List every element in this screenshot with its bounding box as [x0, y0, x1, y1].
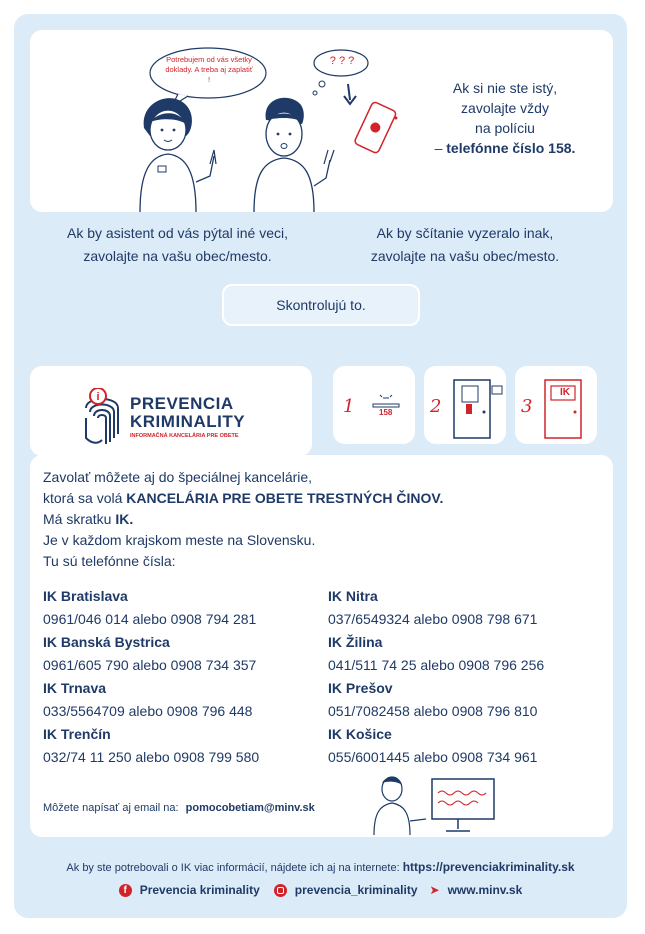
police-line-4	[420, 138, 590, 158]
left-note	[40, 223, 315, 266]
office-phone: 055/6001445 alebo 0908 734 961	[328, 749, 538, 765]
left-note-line-2: zavolajte na vašu obec/mesto.	[83, 248, 272, 264]
instagram-link[interactable]: prevencia_kriminality	[294, 883, 418, 897]
office-phone: 033/5564709 alebo 0908 796 448	[43, 703, 253, 719]
office-phone: 041/511 74 25 alebo 0908 796 256	[328, 657, 545, 673]
minv-link[interactable]: www.minv.sk	[447, 883, 523, 897]
instagram-icon	[274, 884, 287, 897]
step-card-1	[333, 366, 415, 444]
intro-line-4: Je v každom krajskom meste na Slovensku.	[43, 532, 316, 548]
cursor-icon: ➤	[429, 883, 440, 897]
logo-card	[30, 366, 312, 456]
question-marks: ? ? ?	[329, 55, 355, 67]
facebook-link[interactable]: Prevencia kriminality	[139, 883, 260, 897]
footer-info	[14, 860, 627, 874]
office-phone: 0961/605 790 alebo 0908 734 357	[43, 657, 257, 673]
office-name: IK Nitra	[328, 588, 378, 604]
office-name: IK Košice	[328, 726, 392, 742]
office-phone: 051/7082458 alebo 0908 796 810	[328, 703, 538, 719]
right-note	[330, 223, 600, 266]
office-item	[43, 677, 323, 723]
logo-subtitle: INFORMAČNÁ KANCELÁRIA PRE OBETE	[130, 433, 239, 439]
check-label: Skontrolujú to.	[222, 284, 420, 326]
office-name: IK Trnava	[43, 680, 107, 696]
office-item	[43, 585, 323, 631]
top-card	[30, 30, 613, 212]
intro-line-3	[43, 509, 603, 530]
office-name: IK Banská Bystrica	[43, 634, 170, 650]
step-card-3	[515, 366, 597, 444]
speech-bubble-text: Potrebujem od vás všetky doklady. A treba aj zaplatiť !	[165, 55, 253, 84]
office-name: IK Bratislava	[43, 588, 128, 604]
police-advice	[420, 78, 590, 158]
fingerprint-logo-icon	[80, 388, 124, 446]
intro-text	[43, 467, 603, 572]
step-number-3: 3	[521, 396, 533, 417]
office-name: IK Prešov	[328, 680, 393, 696]
police-line-4-prefix: –	[434, 140, 447, 156]
offices-right-column	[328, 585, 608, 769]
email-address[interactable]: pomocobetiam@minv.sk	[185, 802, 315, 814]
police-line-2: zavolajte vždy	[461, 100, 549, 116]
phone-icon	[340, 80, 400, 160]
office-phone: 037/6549324 alebo 0908 798 671	[328, 611, 538, 627]
logo-line-1: PREVENCIA	[130, 394, 234, 413]
woman-illustration-icon	[130, 92, 230, 212]
person-at-computer-icon	[370, 773, 540, 837]
offices-card	[30, 455, 613, 837]
office-item	[43, 631, 323, 677]
logo-line-2: KRIMINALITY	[130, 412, 246, 431]
step-number-1: 1	[343, 396, 355, 417]
email-prefix: Môžete napísať aj email na:	[43, 802, 179, 814]
door-icon	[450, 376, 504, 440]
office-phone: 0961/046 014 alebo 0908 794 281	[43, 611, 257, 627]
police-line-3: na políciu	[475, 120, 535, 136]
offices-left-column	[43, 585, 323, 769]
office-name: IK Žilina	[328, 634, 383, 650]
intro-line-1: Zavolať môžete aj do špeciálnej kancelárie,	[43, 469, 313, 485]
office-abbreviation: IK.	[115, 511, 134, 527]
police-line-1: Ak si nie ste istý,	[452, 80, 558, 96]
footer-info-prefix: Ak by ste potrebovali o IK viac informácií, nájdete ich aj na internete:	[66, 862, 403, 874]
ik-door-icon	[541, 376, 585, 440]
man-illustration-icon	[240, 90, 340, 212]
office-item	[43, 723, 323, 769]
step-number-2: 2	[430, 396, 442, 417]
left-note-line-1: Ak by asistent od vás pýtal iné veci,	[67, 225, 288, 241]
intro-line-2-prefix: ktorá sa volá	[43, 490, 127, 506]
intro-line-5: Tu sú telefónne čísla:	[43, 553, 176, 569]
office-item	[328, 631, 608, 677]
intro-line-2	[43, 488, 603, 509]
intro-line-3-prefix: Má skratku	[43, 511, 116, 527]
step-card-2	[424, 366, 506, 444]
right-note-line-1: Ak by sčítanie vyzeralo inak,	[376, 225, 554, 241]
ik-sign-text: IK	[560, 387, 570, 398]
step-badge-158: 158	[379, 408, 393, 417]
office-item	[328, 677, 608, 723]
office-name: IK Trenčín	[43, 726, 111, 742]
email-line	[43, 802, 315, 814]
office-full-name: KANCELÁRIA PRE OBETE TRESTNÝCH ČINOV.	[126, 490, 444, 506]
office-phone: 032/74 11 250 alebo 0908 799 580	[43, 749, 260, 765]
footer-social	[14, 883, 627, 897]
right-note-line-2: zavolajte na vašu obec/mesto.	[370, 248, 560, 264]
footer-website-link[interactable]: https://prevenciakriminality.sk	[402, 860, 575, 874]
office-item	[328, 723, 608, 769]
police-phone-number: telefónne číslo 158.	[446, 140, 576, 156]
svg-text:i: i	[96, 391, 100, 403]
office-item	[328, 585, 608, 631]
facebook-icon: f	[119, 884, 132, 897]
